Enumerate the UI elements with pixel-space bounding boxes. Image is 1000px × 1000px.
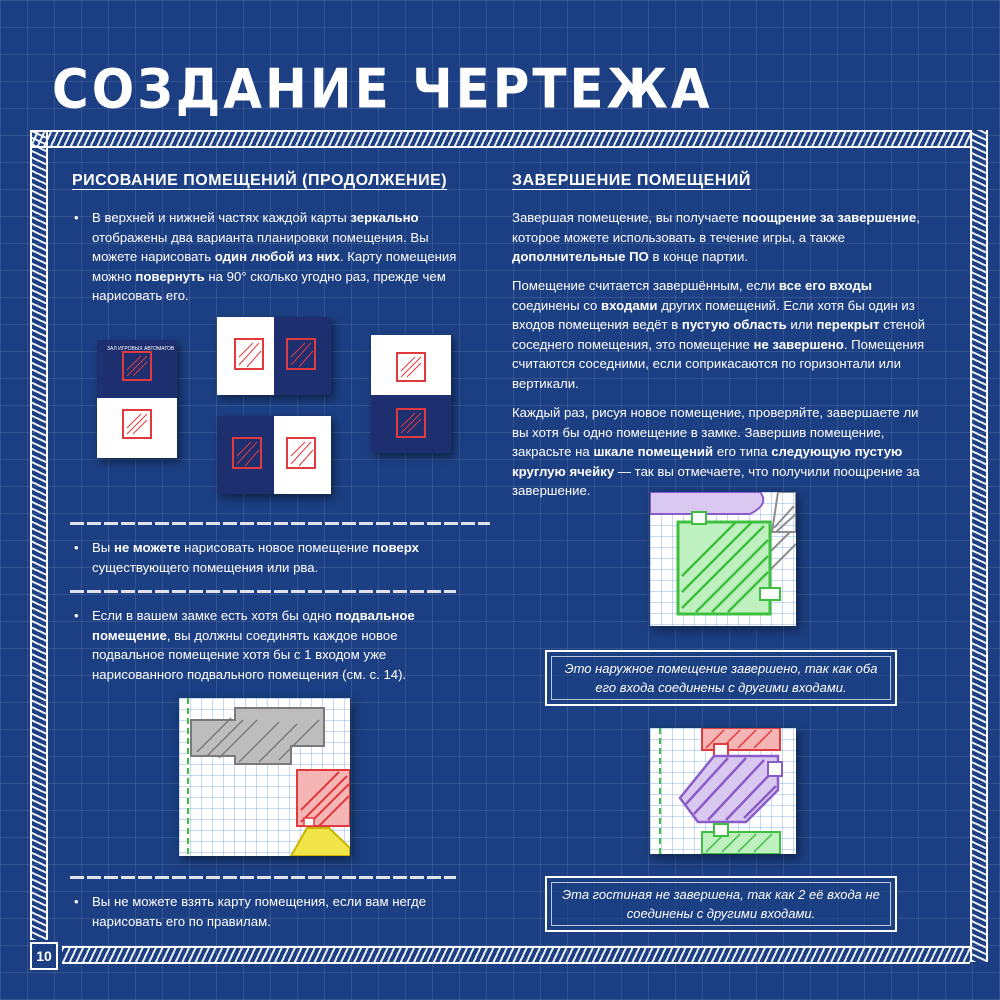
bold-text: не завершено	[753, 336, 844, 352]
bold-text: зеркально	[350, 210, 419, 225]
bold-text: входами	[600, 297, 658, 313]
text-run: отображены два варианта планировки помещения. Вы можете нарисовать	[92, 229, 429, 264]
card-label: ЗАЛ ИГРОВЫХ АВТОМАТОВ	[107, 346, 175, 352]
text-run: Если в вашем замке есть хотя бы одно	[92, 608, 336, 623]
bold-text: шкале помещений	[593, 444, 714, 459]
text-run: соединены со	[512, 297, 601, 313]
heading-drawing-rooms: РИСОВАНИЕ ПОМЕЩЕНИЙ (ПРОДОЛЖЕНИЕ)	[72, 172, 448, 189]
bullet-basement	[72, 606, 457, 684]
bold-text: дополнительные ПО	[512, 249, 649, 264]
caption-completed-room: Это наружное помещение завершено, так как оба его входа соединены с другими входами.	[545, 650, 897, 706]
frame-left	[30, 130, 48, 940]
bold-text: пустую область	[681, 317, 787, 332]
caption-incomplete-room: Эта гостиная не завершена, так как 2 её входа не соединены с другими входами.	[545, 876, 897, 932]
text-run: , вы должны соединять каждое новое подвальное помещение хотя бы с 1 входом уже нарисованного подвального помещения (см. с. 14).	[92, 627, 407, 682]
text-run: , которое можете использовать в течение игры, а также	[512, 210, 920, 245]
text-run: В верхней и нижней частях каждой карты	[92, 210, 351, 225]
text-run: — так вы отмечаете, что получили поощрение за завершение.	[512, 463, 920, 498]
bold-text: следующую пустую круглую ячейку	[512, 444, 903, 479]
para-completion-rule	[512, 276, 932, 393]
bold-text: один любой из них	[214, 249, 340, 264]
page-number: 10	[30, 942, 58, 970]
bullet-no-space	[72, 892, 457, 931]
text-run: Вы не можете взять карту помещения, если вам негде нарисовать его по правилам.	[92, 894, 427, 929]
bullet-mirror	[72, 208, 457, 306]
separator-1	[70, 522, 490, 525]
text-run: . Помещения считаются соседними, если соприкасаются по горизонтали или вертикали.	[512, 336, 925, 391]
incomplete-room-illustration	[650, 728, 796, 854]
text-run: его типа	[713, 444, 772, 459]
text-run: или	[786, 317, 817, 332]
text-run: Каждый раз, рисуя новое помещение, проверяйте, завершаете ли вы хотя бы одно помещение в замке. Завершив помещение, закрасьте на	[512, 405, 919, 459]
card-illustration-vertical-left	[97, 340, 177, 458]
page-title: СОЗДАНИЕ ЧЕРТЕЖА	[52, 58, 713, 121]
text-run: . Карту помещения можно	[92, 249, 457, 284]
text-run: в конце партии.	[648, 249, 749, 264]
card-illustration-vertical-right	[371, 335, 451, 453]
text-run: Вы	[92, 540, 114, 555]
bold-text: перекрыт	[816, 317, 880, 332]
card-illustration-horizontal-top	[217, 317, 331, 395]
bold-text: не можете	[113, 540, 181, 555]
separator-3	[70, 876, 456, 879]
completed-room-illustration	[650, 492, 796, 626]
bold-text: поверх	[372, 540, 419, 555]
frame-bottom	[62, 946, 970, 964]
text-run: нарисовать новое помещение	[180, 540, 373, 555]
bold-text: поощрение за завершение	[742, 210, 917, 225]
separator-2	[70, 590, 456, 593]
para-completion-check	[512, 403, 932, 501]
text-run: на 90° сколько угодно раз, прежде чем нарисовать его.	[92, 268, 446, 303]
card-illustration-horizontal-bottom	[217, 416, 331, 494]
frame-top	[30, 130, 970, 148]
frame-right	[970, 130, 988, 962]
basement-drawing-illustration	[179, 698, 350, 856]
bullet-no-overlap	[72, 538, 457, 577]
bold-text: все его входы	[778, 278, 873, 293]
text-run: стеной соседнего помещения, это помещение	[512, 317, 926, 352]
bold-text: повернуть	[135, 268, 205, 284]
bold-text: подвальное помещение	[92, 608, 415, 643]
heading-completing-rooms: ЗАВЕРШЕНИЕ ПОМЕЩЕНИЙ	[512, 172, 751, 189]
text-run: других помещений. Если хотя бы один из входов помещения ведёт в	[512, 297, 915, 332]
text-run: существующего помещения или рва.	[92, 559, 319, 575]
text-run: Завершая помещение, вы получаете	[512, 210, 743, 225]
para-completion-reward	[512, 208, 932, 267]
text-run: Помещение считается завершённым, если	[512, 278, 779, 293]
